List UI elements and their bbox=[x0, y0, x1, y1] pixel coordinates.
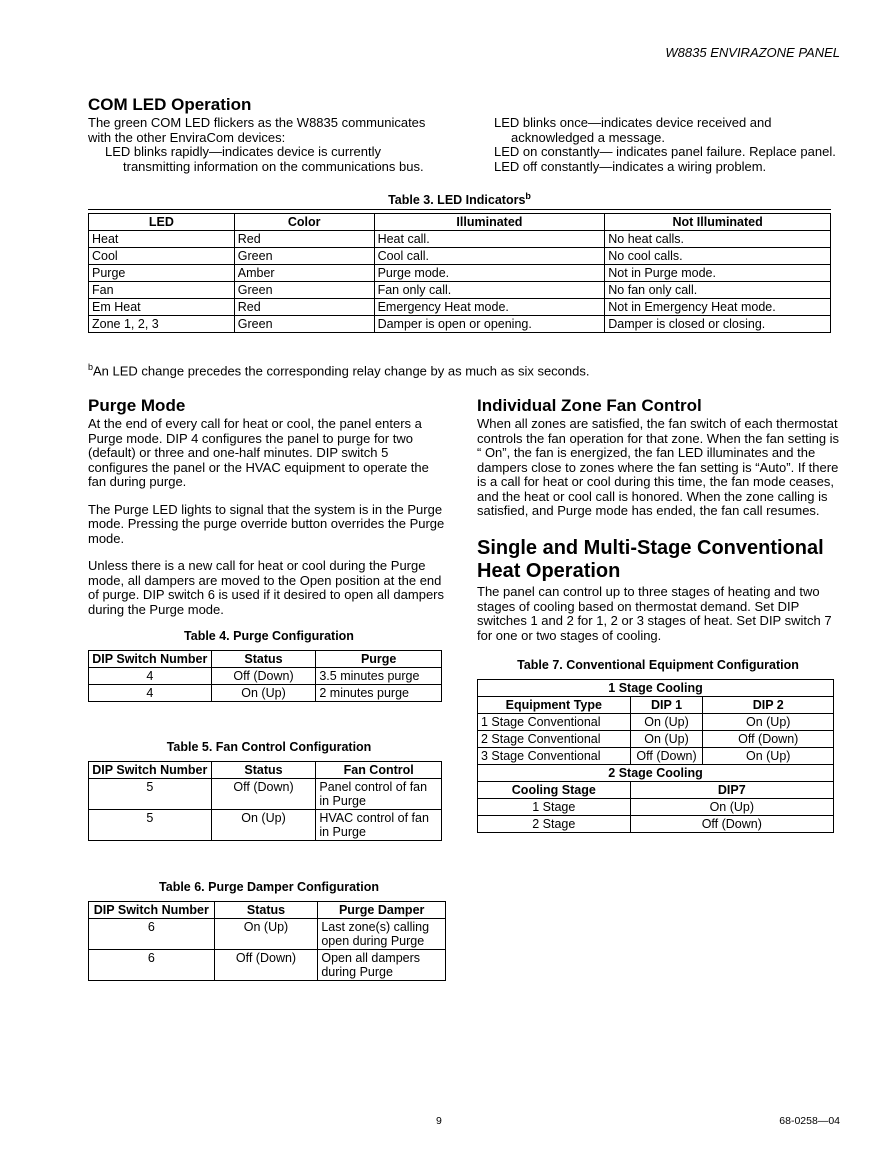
table-cell: Amber bbox=[234, 265, 374, 282]
table-header: Purge Damper bbox=[318, 902, 446, 919]
table-cell: Emergency Heat mode. bbox=[374, 299, 605, 316]
conventional-heading-line-2: Heat Operation bbox=[477, 560, 621, 582]
table-cell: Cool call. bbox=[374, 248, 605, 265]
conventional-body bbox=[477, 585, 839, 643]
table-cell: Heat call. bbox=[374, 231, 605, 248]
table-header: DIP Switch Number bbox=[89, 762, 212, 779]
fan-control-body bbox=[477, 417, 840, 519]
table-row bbox=[478, 816, 834, 833]
com-led-item-rapid-a: LED blinks rapidly—indicates device is currently bbox=[105, 144, 382, 159]
table-header: LED bbox=[89, 214, 235, 231]
purge-mode-heading: Purge Mode bbox=[88, 396, 186, 415]
table-cell: Red bbox=[234, 231, 374, 248]
table7-section1-header-row bbox=[478, 697, 834, 714]
table-row bbox=[89, 248, 831, 265]
fan-control-heading: Individual Zone Fan Control bbox=[477, 396, 702, 415]
table-cell: Open all dampers during Purge bbox=[318, 950, 446, 981]
table-cell: Heat bbox=[89, 231, 235, 248]
table-cell: 4 bbox=[89, 685, 212, 702]
table-cell: Panel control of fan in Purge bbox=[316, 779, 442, 810]
table-row bbox=[89, 668, 442, 685]
table-row bbox=[89, 919, 446, 950]
table-cell: Off (Down) bbox=[214, 950, 318, 981]
table-cell: 1 Stage Conventional bbox=[478, 714, 631, 731]
purge-paragraph-1: At the end of every call for heat or cool, the panel enters a Purge mode. DIP 4 configures the panel to purge for two (default) or three and one-half minutes. DIP switch 5 configures the panel or the HVAC equipment to operate the fan during purge. bbox=[88, 416, 429, 489]
table-cell: On (Up) bbox=[630, 714, 703, 731]
table-cell: Off (Down) bbox=[630, 748, 703, 765]
table3-caption-sup: b bbox=[525, 191, 531, 201]
table-header: Equipment Type bbox=[478, 697, 631, 714]
com-led-item-off: LED off constantly—indicates a wiring problem. bbox=[494, 158, 767, 174]
table-cell: Off (Down) bbox=[703, 731, 834, 748]
table-row bbox=[89, 231, 831, 248]
table7-section2-header-row bbox=[478, 782, 834, 799]
table-row bbox=[478, 799, 834, 816]
table-cell: Em Heat bbox=[89, 299, 235, 316]
table-cell: 3.5 minutes purge bbox=[316, 668, 442, 685]
table-cell: 5 bbox=[89, 779, 212, 810]
table-header: DIP Switch Number bbox=[89, 902, 215, 919]
table-header: Purge bbox=[316, 651, 442, 668]
com-led-item-once-b: acknowledged a message. bbox=[511, 129, 665, 145]
table-cell: Fan bbox=[89, 282, 235, 299]
table-cell: 3 Stage Conventional bbox=[478, 748, 631, 765]
table-cell: Green bbox=[234, 316, 374, 333]
table-header: DIP 2 bbox=[703, 697, 834, 714]
table-cell: Red bbox=[234, 299, 374, 316]
table-cell: Zone 1, 2, 3 bbox=[89, 316, 235, 333]
table-cell: HVAC control of fan in Purge bbox=[316, 810, 442, 841]
table-cell: 2 Stage Conventional bbox=[478, 731, 631, 748]
table-row bbox=[478, 731, 834, 748]
table3-top-rule bbox=[88, 209, 831, 210]
table7-section2-title-row bbox=[478, 765, 834, 782]
table-cell: 1 Stage bbox=[478, 799, 631, 816]
table-cell: Green bbox=[234, 282, 374, 299]
table-cell: On (Up) bbox=[630, 731, 703, 748]
conventional-paragraph: The panel can control up to three stages of heating and two stages of cooling based on thermostat demand. Set DIP switches 1 and 2 for 1, 2 or 3 stages of heat. Set DIP switch 7 for one or two stages of cooling. bbox=[477, 584, 832, 643]
table-header: Color bbox=[234, 214, 374, 231]
table6-caption: Table 6. Purge Damper Configuration bbox=[159, 880, 379, 894]
table-row bbox=[89, 779, 442, 810]
table-cell: Purge mode. bbox=[374, 265, 605, 282]
document-number: 68-0258—04 bbox=[779, 1115, 840, 1127]
table4-purge-configuration bbox=[88, 650, 442, 702]
table-cell: On (Up) bbox=[703, 714, 834, 731]
running-header: W8835 ENVIRAZONE PANEL bbox=[665, 45, 840, 60]
table-header: DIP7 bbox=[630, 782, 833, 799]
table7-caption: Table 7. Conventional Equipment Configuration bbox=[517, 658, 799, 672]
table-cell: Fan only call. bbox=[374, 282, 605, 299]
table7-conventional-equipment bbox=[477, 679, 834, 833]
table3-footnote-sup: b bbox=[88, 362, 94, 372]
table-cell: 2 minutes purge bbox=[316, 685, 442, 702]
table-cell: 6 bbox=[89, 919, 215, 950]
table6-header-row bbox=[89, 902, 446, 919]
table-cell: Not in Emergency Heat mode. bbox=[605, 299, 831, 316]
table-cell: No heat calls. bbox=[605, 231, 831, 248]
table-cell: Off (Down) bbox=[211, 779, 316, 810]
table-row bbox=[89, 299, 831, 316]
table4-caption: Table 4. Purge Configuration bbox=[184, 629, 354, 643]
table7-section1-title-row bbox=[478, 680, 834, 697]
table5-fan-control-configuration bbox=[88, 761, 442, 841]
purge-paragraph-2: The Purge LED lights to signal that the system is in the Purge mode. Pressing the purge override button overrides the Purge mode. bbox=[88, 501, 445, 546]
table3-caption bbox=[88, 191, 831, 207]
table-cell: On (Up) bbox=[703, 748, 834, 765]
table-row bbox=[89, 685, 442, 702]
table5-header-row bbox=[89, 762, 442, 779]
table-row bbox=[89, 316, 831, 333]
table3-led-indicators bbox=[88, 213, 831, 333]
table-row bbox=[89, 265, 831, 282]
table7-section1-title: 1 Stage Cooling bbox=[478, 680, 834, 697]
table-cell: No cool calls. bbox=[605, 248, 831, 265]
table-cell: 5 bbox=[89, 810, 212, 841]
com-led-intro: The green COM LED flickers as the W8835 communicates with the other EnviraCom devices: bbox=[88, 115, 426, 145]
table-cell: Green bbox=[234, 248, 374, 265]
conventional-heading-line-1: Single and Multi-Stage Conventional bbox=[477, 537, 824, 559]
com-led-heading: COM LED Operation bbox=[88, 95, 252, 114]
table-header: Fan Control bbox=[316, 762, 442, 779]
table-cell: 6 bbox=[89, 950, 215, 981]
table-cell: Not in Purge mode. bbox=[605, 265, 831, 282]
table-cell: On (Up) bbox=[211, 810, 316, 841]
page-number: 9 bbox=[436, 1115, 442, 1127]
table-row bbox=[89, 282, 831, 299]
table-header: Cooling Stage bbox=[478, 782, 631, 799]
table-cell: Cool bbox=[89, 248, 235, 265]
table3-header-row bbox=[89, 214, 831, 231]
table6-purge-damper-configuration bbox=[88, 901, 446, 981]
table-header: Status bbox=[211, 651, 316, 668]
table4-header-row bbox=[89, 651, 442, 668]
com-led-left-column bbox=[88, 116, 440, 174]
table-cell: Off (Down) bbox=[211, 668, 316, 685]
table-header: DIP Switch Number bbox=[89, 651, 212, 668]
table5-caption: Table 5. Fan Control Configuration bbox=[166, 740, 372, 754]
table-cell: On (Up) bbox=[214, 919, 318, 950]
table-row bbox=[89, 950, 446, 981]
com-led-item-rapid-b: transmitting information on the communications bus. bbox=[123, 158, 424, 174]
purge-paragraph-3: Unless there is a new call for heat or cool during the Purge mode, all dampers are moved to the Open position at the end of purge. DIP switch 6 is used if it desired to open all dampers during the Purge mode. bbox=[88, 558, 445, 617]
table3-footnote-text: An LED change precedes the corresponding relay change by as much as six seconds. bbox=[93, 363, 590, 379]
table-header: DIP 1 bbox=[630, 697, 703, 714]
table-cell: Damper is closed or closing. bbox=[605, 316, 831, 333]
com-led-item-on: LED on constantly— indicates panel failure. Replace panel. bbox=[494, 144, 836, 159]
table-cell: 4 bbox=[89, 668, 212, 685]
table-cell: On (Up) bbox=[630, 799, 833, 816]
table-cell: Purge bbox=[89, 265, 235, 282]
table7-section2-title: 2 Stage Cooling bbox=[478, 765, 834, 782]
table-row bbox=[478, 748, 834, 765]
table-cell: Damper is open or opening. bbox=[374, 316, 605, 333]
table-cell: 2 Stage bbox=[478, 816, 631, 833]
table-header: Illuminated bbox=[374, 214, 605, 231]
table3-footnote bbox=[88, 362, 589, 378]
table-cell: Off (Down) bbox=[630, 816, 833, 833]
table-row bbox=[89, 810, 442, 841]
table-cell: Last zone(s) calling open during Purge bbox=[318, 919, 446, 950]
com-led-right-column bbox=[494, 116, 846, 174]
table-cell: No fan only call. bbox=[605, 282, 831, 299]
table-row bbox=[478, 714, 834, 731]
conventional-heading bbox=[477, 537, 847, 583]
fan-control-paragraph: When all zones are satisfied, the fan switch of each thermostat controls the fan operation for that zone. When the fan setting is “ On”, the fan is energized, the fan LED illuminates and the dampers close to zones where the fan setting is “Auto”. If there is a call for heat or cool during this time, the fan mode ceases, and the heat or cool call is honored. When the zone calling is satisfied, and Purge mode has ended, the fan call resumes. bbox=[477, 416, 840, 518]
com-led-item-once-a: LED blinks once—indicates device received and bbox=[494, 115, 772, 130]
table-header: Status bbox=[214, 902, 318, 919]
table-header: Not Illuminated bbox=[605, 214, 831, 231]
table3-caption-text: Table 3. LED Indicators bbox=[388, 193, 526, 208]
table-cell: On (Up) bbox=[211, 685, 316, 702]
purge-mode-body bbox=[88, 417, 450, 617]
table-header: Status bbox=[211, 762, 316, 779]
